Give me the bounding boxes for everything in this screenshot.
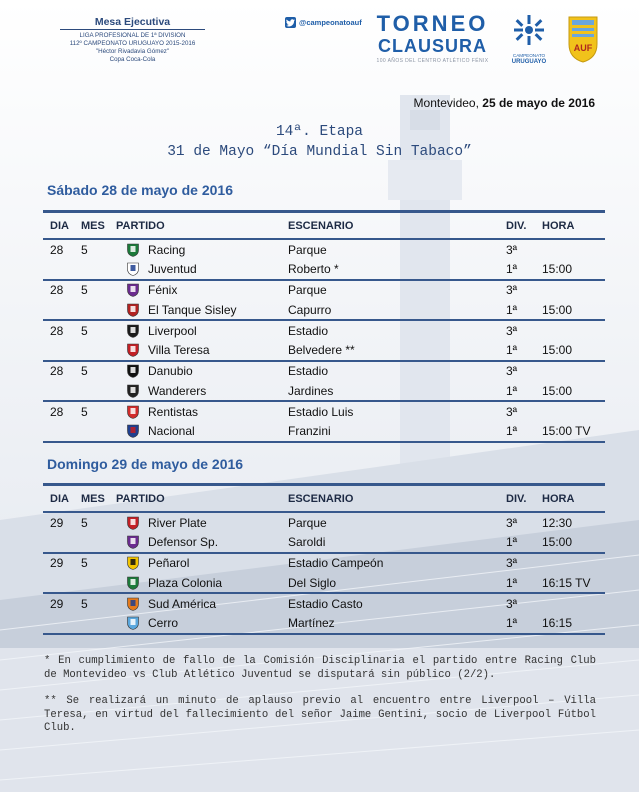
- empty-cell: [43, 381, 81, 401]
- venue-line-2: Capurro: [288, 300, 506, 320]
- away-team: [116, 300, 288, 320]
- division-1: 3ª: [506, 556, 518, 571]
- mesa-line: "Héctor Rivadavia Gómez": [95, 48, 170, 55]
- col-mes: MES: [81, 212, 116, 240]
- team-name: River Plate: [148, 515, 207, 530]
- time-1: [542, 320, 605, 340]
- empty-cell: [43, 532, 81, 552]
- match-row-away: [43, 300, 605, 320]
- match-day: 28: [50, 242, 64, 257]
- division-1: 3ª: [506, 364, 518, 379]
- empty-cell: [43, 259, 81, 279]
- empty-cell: [81, 532, 116, 552]
- col-mes: MES: [81, 485, 116, 513]
- venue-line-1: Parque: [288, 283, 327, 298]
- club-crest-icon: [126, 343, 140, 357]
- empty-cell: [81, 259, 116, 279]
- team-name: Cerro: [148, 616, 179, 631]
- time-2: 15:00: [542, 259, 605, 279]
- team-name: El Tanque Sisley: [148, 302, 237, 317]
- venue-line-2: Jardines: [288, 381, 506, 401]
- mesa-ejecutiva-block: [60, 16, 205, 64]
- match-day: 28: [50, 405, 64, 420]
- col-hora: HORA: [542, 212, 605, 240]
- club-crest-icon: [126, 364, 140, 378]
- division-2: 1ª: [506, 613, 542, 633]
- team-name: Peñarol: [148, 556, 190, 571]
- cu-caption: CAMPEONATO: [512, 53, 546, 58]
- table-header-row: [43, 212, 605, 240]
- away-team: [116, 422, 288, 442]
- club-crest-icon: [126, 535, 140, 549]
- match-row-home: [43, 239, 605, 259]
- twitter-handle: @campeonatoauf: [299, 18, 362, 27]
- club-crest-icon: [126, 597, 140, 611]
- venue-line-2: Saroldi: [288, 532, 506, 552]
- club-crest-icon: [126, 384, 140, 398]
- col-dia: DIA: [43, 212, 81, 240]
- campeonato-uruguayo-star-icon: [511, 14, 547, 48]
- match-month: 5: [81, 242, 88, 257]
- time-1: [542, 361, 605, 381]
- day-heading-sunday: Domingo 29 de mayo de 2016: [47, 456, 244, 472]
- col-div: DIV.: [506, 485, 542, 513]
- time-1: [542, 239, 605, 259]
- empty-cell: [81, 613, 116, 633]
- table-header-row: [43, 485, 605, 513]
- dateline-place: Montevideo,: [413, 96, 479, 110]
- venue-line-1: Estadio Campeón: [288, 556, 384, 571]
- empty-cell: [81, 573, 116, 593]
- match-row-away: [43, 259, 605, 279]
- team-name: Rentistas: [148, 405, 199, 420]
- team-name: Liverpool: [148, 323, 197, 338]
- team-name: Fénix: [148, 283, 178, 298]
- away-team: [116, 381, 288, 401]
- match-row-home: [43, 401, 605, 421]
- etapa-subtitle: 31 de Mayo “Día Mundial Sin Tabaco”: [167, 144, 472, 160]
- venue-line-1: Estadio: [288, 364, 329, 379]
- division-1: 3ª: [506, 405, 518, 420]
- mesa-title: Mesa Ejecutiva: [60, 16, 205, 30]
- home-team: [116, 280, 288, 300]
- division-2: 1ª: [506, 340, 542, 360]
- club-crest-icon: [126, 516, 140, 530]
- match-month: 5: [81, 515, 88, 530]
- match-row-away: [43, 613, 605, 633]
- home-team: [116, 320, 288, 340]
- away-team: [116, 340, 288, 360]
- team-name: Juventud: [148, 261, 197, 276]
- division-1: 3ª: [506, 515, 518, 530]
- match-row-home: [43, 280, 605, 300]
- col-div: DIV.: [506, 212, 542, 240]
- match-row-away: [43, 340, 605, 360]
- team-name: Sud América: [148, 596, 217, 611]
- match-row-home: [43, 593, 605, 613]
- team-name: Nacional: [148, 424, 195, 439]
- club-crest-icon: [126, 283, 140, 297]
- svg-text:AUF: AUF: [573, 43, 593, 53]
- time-2: 16:15: [542, 613, 605, 633]
- time-2: 15:00: [542, 340, 605, 360]
- away-team: [116, 259, 288, 279]
- match-row-home: [43, 553, 605, 573]
- col-escenario: ESCENARIO: [288, 485, 506, 513]
- match-month: 5: [81, 323, 88, 338]
- division-1: 3ª: [506, 242, 518, 257]
- match-row-away: [43, 573, 605, 593]
- match-month: 5: [81, 596, 88, 611]
- etapa-title: 14ª. Etapa: [275, 124, 363, 140]
- venue-line-1: Parque: [288, 515, 327, 530]
- away-team: [116, 573, 288, 593]
- empty-cell: [81, 340, 116, 360]
- fixtures-table-sunday: [43, 483, 605, 635]
- twitter-icon: [285, 17, 296, 28]
- time-1: [542, 553, 605, 573]
- clausura-word: CLAUSURA: [378, 36, 487, 56]
- torneo-clausura-logo: [375, 12, 490, 64]
- time-2: 15:00: [542, 532, 605, 552]
- division-2: 1ª: [506, 300, 542, 320]
- club-crest-icon: [126, 556, 140, 570]
- mesa-line: Copa Coca-Cola: [109, 56, 156, 63]
- empty-cell: [81, 300, 116, 320]
- empty-cell: [43, 573, 81, 593]
- match-day: 29: [50, 556, 64, 571]
- venue-line-2: Belvedere **: [288, 340, 506, 360]
- home-team: [116, 401, 288, 421]
- club-crest-icon: [126, 576, 140, 590]
- time-1: [542, 280, 605, 300]
- team-name: Villa Teresa: [148, 343, 210, 358]
- club-crest-icon: [126, 405, 140, 419]
- home-team: [116, 553, 288, 573]
- twitter-handle-link[interactable]: [285, 17, 362, 28]
- torneo-word: TORNEO: [376, 11, 489, 36]
- club-crest-icon: [126, 243, 140, 257]
- auf-shield-icon: [566, 14, 600, 69]
- col-partido: PARTIDO: [116, 212, 288, 240]
- col-escenario: ESCENARIO: [288, 212, 506, 240]
- empty-cell: [43, 613, 81, 633]
- match-month: 5: [81, 556, 88, 571]
- torneo-subtitle: 100 AÑOS DEL CENTRO ATLÉTICO FÉNIX: [376, 58, 489, 64]
- home-team: [116, 593, 288, 613]
- match-day: 29: [50, 515, 64, 530]
- division-1: 3ª: [506, 596, 518, 611]
- home-team: [116, 239, 288, 259]
- match-row-home: [43, 320, 605, 340]
- match-day: 29: [50, 596, 64, 611]
- match-day: 28: [50, 323, 64, 338]
- match-row-home: [43, 361, 605, 381]
- cu-caption-bold: URUGUAYO: [511, 59, 547, 65]
- footnotes: [44, 655, 596, 749]
- team-name: Defensor Sp.: [148, 534, 219, 549]
- club-crest-icon: [126, 424, 140, 438]
- match-row-home: [43, 512, 605, 532]
- team-name: Wanderers: [148, 383, 207, 398]
- time-2: 16:15 TV: [542, 573, 605, 593]
- campeonato-uruguayo-logo: [508, 14, 550, 66]
- division-2: 1ª: [506, 259, 542, 279]
- division-2: 1ª: [506, 381, 542, 401]
- empty-cell: [43, 300, 81, 320]
- col-hora: HORA: [542, 485, 605, 513]
- match-row-away: [43, 532, 605, 552]
- dateline-date: 25 de mayo de 2016: [482, 96, 595, 110]
- team-name: Danubio: [148, 364, 193, 379]
- club-crest-icon: [126, 262, 140, 276]
- match-row-away: [43, 381, 605, 401]
- time-1: 12:30: [542, 515, 573, 530]
- team-name: Plaza Colonia: [148, 575, 223, 590]
- away-team: [116, 613, 288, 633]
- match-month: 5: [81, 283, 88, 298]
- empty-cell: [81, 381, 116, 401]
- empty-cell: [43, 340, 81, 360]
- match-month: 5: [81, 405, 88, 420]
- venue-line-1: Estadio Luis: [288, 405, 354, 420]
- time-1: [542, 401, 605, 421]
- match-row-away: [43, 422, 605, 442]
- venue-line-1: Estadio Casto: [288, 596, 363, 611]
- time-1: [542, 593, 605, 613]
- home-team: [116, 512, 288, 532]
- dateline: [414, 96, 595, 110]
- venue-line-2: Roberto *: [288, 259, 506, 279]
- away-team: [116, 532, 288, 552]
- club-crest-icon: [126, 324, 140, 338]
- venue-line-1: Estadio: [288, 323, 329, 338]
- venue-line-2: Del Siglo: [288, 573, 506, 593]
- division-1: 3ª: [506, 323, 518, 338]
- division-2: 1ª: [506, 422, 542, 442]
- mesa-line: LIGA PROFESIONAL DE 1ª DIVISION: [79, 32, 186, 39]
- match-day: 28: [50, 364, 64, 379]
- empty-cell: [43, 422, 81, 442]
- fixtures-table-saturday: [43, 210, 605, 443]
- division-1: 3ª: [506, 283, 518, 298]
- venue-line-2: Martínez: [288, 613, 506, 633]
- time-2: 15:00 TV: [542, 422, 605, 442]
- day-heading-saturday: Sábado 28 de mayo de 2016: [47, 182, 233, 198]
- match-month: 5: [81, 364, 88, 379]
- mesa-line: 112º CAMPEONATO URUGUAYO 2015-2016: [69, 40, 196, 47]
- empty-cell: [81, 422, 116, 442]
- match-day: 28: [50, 283, 64, 298]
- club-crest-icon: [126, 303, 140, 317]
- club-crest-icon: [126, 616, 140, 630]
- footnote-2: ** Se realizará un minuto de aplauso previo al encuentro entre Liverpool – Villa Teresa, en virtud del fallecimiento del señor Jaime Gentini, socio de Liverpool Fútbol Club.: [44, 695, 596, 735]
- venue-line-2: Franzini: [288, 422, 506, 442]
- col-dia: DIA: [43, 485, 81, 513]
- division-2: 1ª: [506, 573, 542, 593]
- venue-line-1: Parque: [288, 242, 327, 257]
- home-team: [116, 361, 288, 381]
- division-2: 1ª: [506, 532, 542, 552]
- time-2: 15:00: [542, 381, 605, 401]
- time-2: 15:00: [542, 300, 605, 320]
- team-name: Racing: [148, 242, 186, 257]
- col-partido: PARTIDO: [116, 485, 288, 513]
- footnote-1: * En cumplimiento de fallo de la Comisión Disciplinaria el partido entre Racing Club de Montevideo vs Club Atlético Juventud se disputará sin público (2/2).: [44, 655, 596, 681]
